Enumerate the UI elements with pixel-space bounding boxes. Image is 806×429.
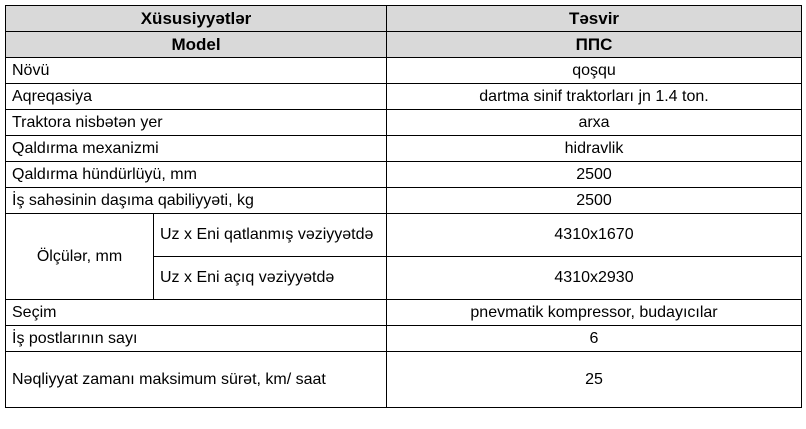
table-row [6,352,802,408]
model-row [6,32,802,58]
dimensions-sub-label: Uz x Eni qatlanmış vəziyyətdə [154,214,387,257]
dimensions-label: Ölçülər, mm [6,214,154,300]
table-row [6,110,802,136]
row-label: Aqreqasiya [6,84,387,110]
row-value: hidravlik [387,136,802,162]
row-label: Nəqliyyat zamanı maksimum sürət, km/ saat [6,352,387,408]
row-label: Qaldırma mexanizmi [6,136,387,162]
table-row [6,136,802,162]
specifications-table [5,5,802,408]
dimensions-sub-value: 4310x2930 [387,257,802,300]
table-row [6,326,802,352]
row-label: Qaldırma hündürlüyü, mm [6,162,387,188]
table-row [6,188,802,214]
row-label: İş sahəsinin daşıma qabiliyyəti, kg [6,188,387,214]
table-row [6,58,802,84]
table-row [6,84,802,110]
header-row [6,6,802,32]
dimensions-sub-value: 4310x1670 [387,214,802,257]
row-value: 25 [387,352,802,408]
row-label: Seçim [6,300,387,326]
row-value: arxa [387,110,802,136]
row-value: qoşqu [387,58,802,84]
table-row [6,162,802,188]
row-label: Növü [6,58,387,84]
row-label: Traktora nisbətən yer [6,110,387,136]
row-value: pnevmatik kompressor, budayıcılar [387,300,802,326]
table-row [6,300,802,326]
row-value: dartma sinif traktorları jn 1.4 ton. [387,84,802,110]
model-value: ППС [387,32,802,58]
model-label: Model [6,32,387,58]
dimensions-row-folded [6,214,802,257]
dimensions-sub-label: Uz x Eni açıq vəziyyətdə [154,257,387,300]
row-value: 6 [387,326,802,352]
header-description: Təsvir [387,6,802,32]
header-characteristics: Xüsusiyyətlər [6,6,387,32]
row-label: İş postlarının sayı [6,326,387,352]
row-value: 2500 [387,188,802,214]
row-value: 2500 [387,162,802,188]
